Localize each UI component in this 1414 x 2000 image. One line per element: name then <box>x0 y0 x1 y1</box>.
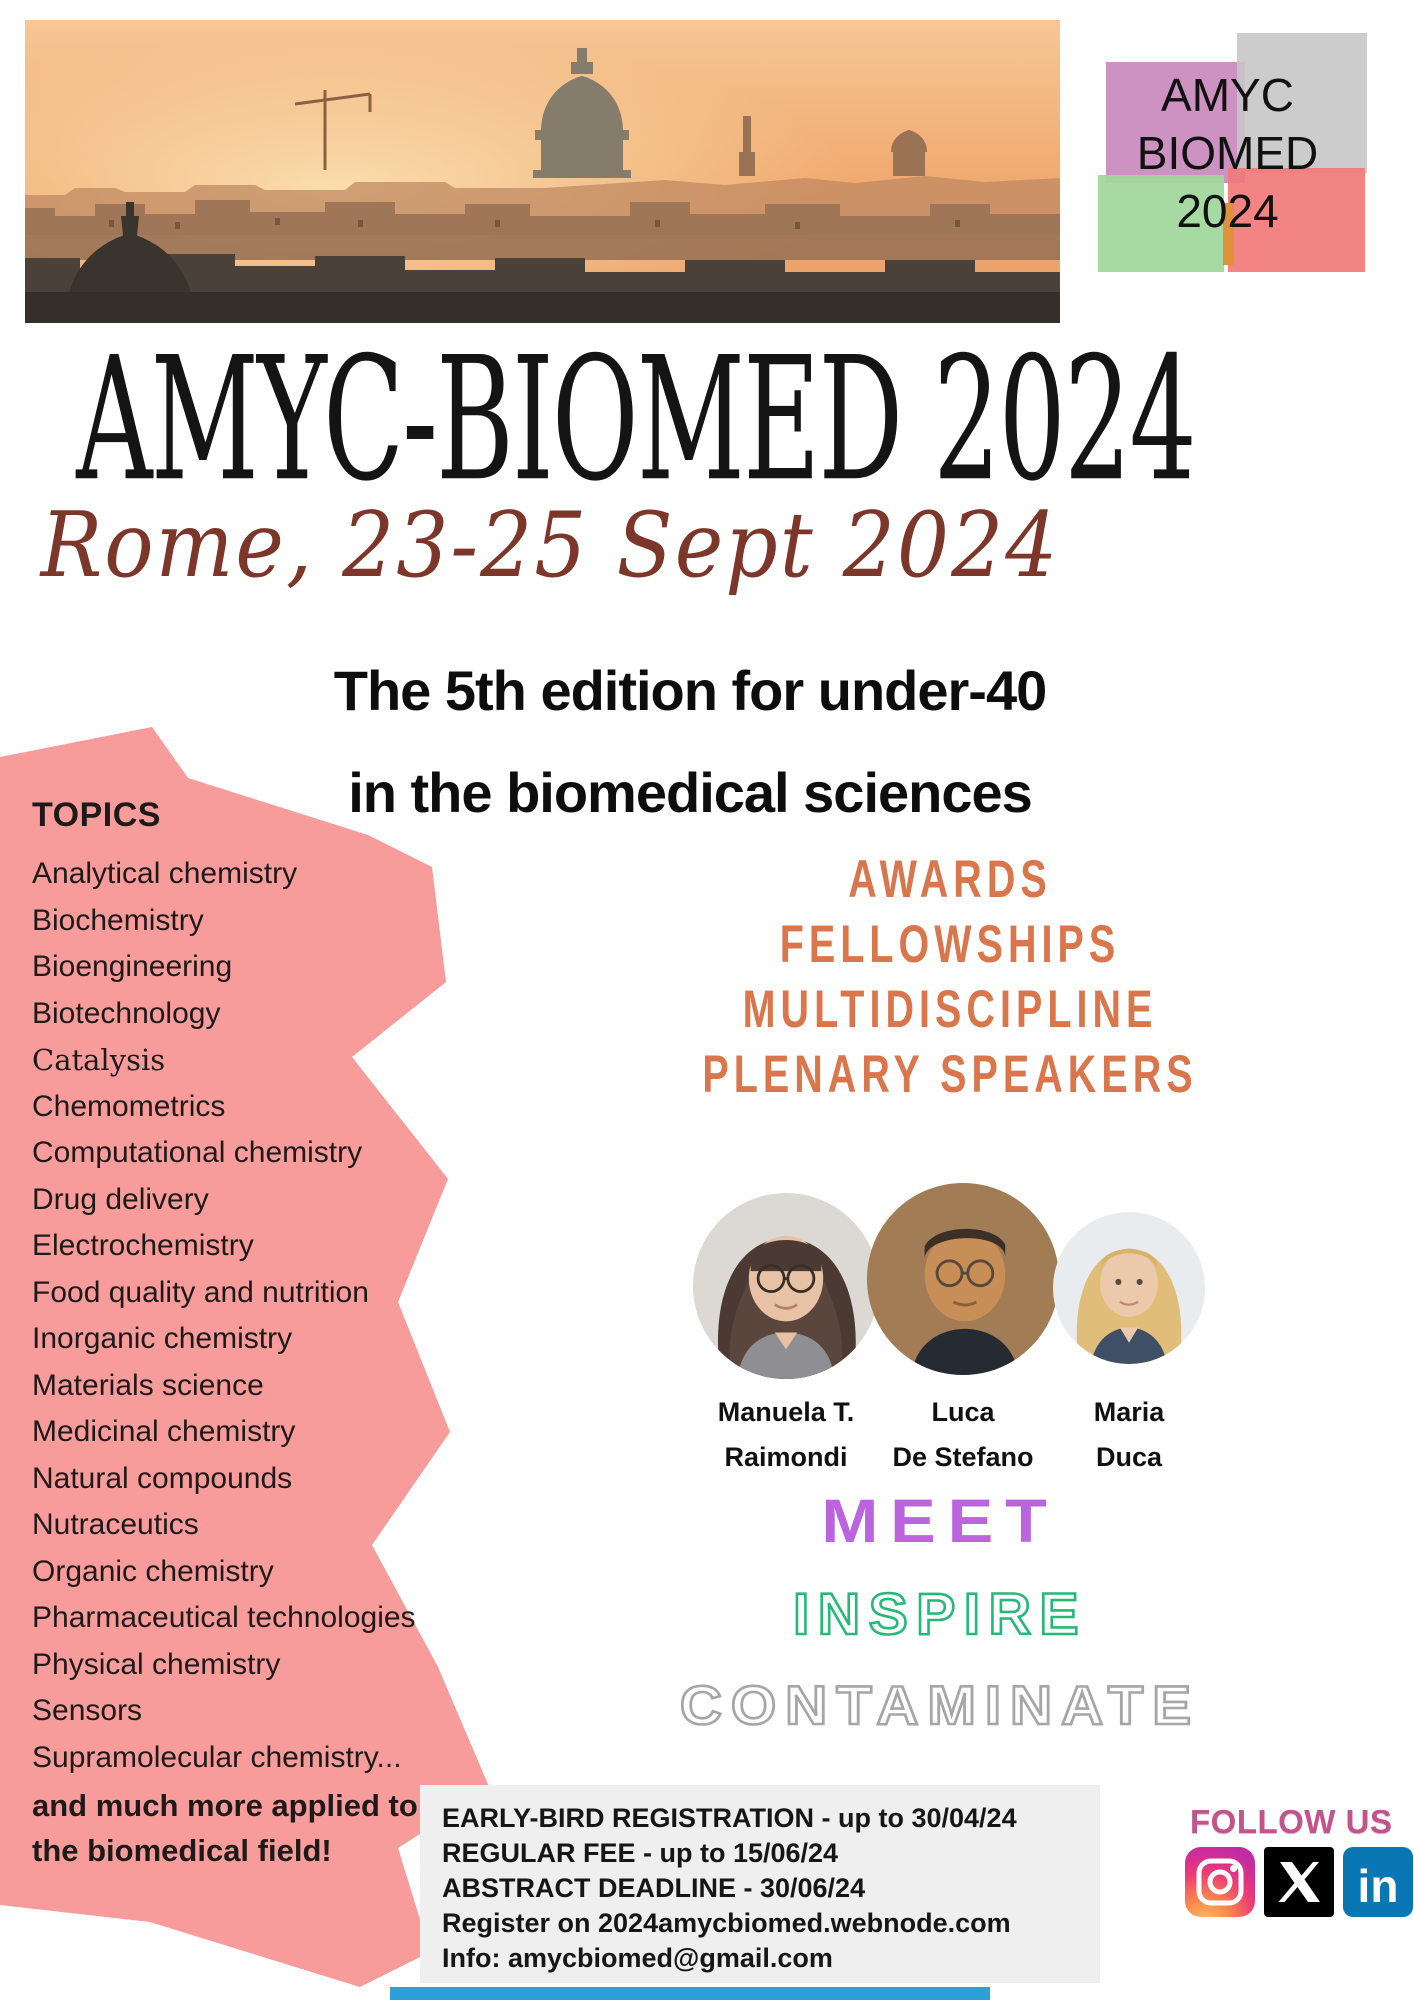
linkedin-icon[interactable]: in <box>1343 1847 1413 1917</box>
topic-item: Chemometrics <box>32 1089 226 1123</box>
topic-item: Food quality and nutrition <box>32 1275 369 1309</box>
avatar-de-stefano <box>867 1183 1059 1375</box>
rome-skyline-illustration <box>25 20 1060 323</box>
date-location: Rome, 23-25 Sept 2024 <box>40 493 1060 598</box>
topic-item: Natural compounds <box>32 1461 293 1495</box>
topic-item: Sensors <box>32 1694 143 1727</box>
speaker-name-line: Maria <box>1093 1397 1165 1427</box>
badge-text <box>1090 66 1365 240</box>
registration-info-box <box>420 1785 1100 1983</box>
regular-fee-line: REGULAR FEE - up to 15/06/24 <box>442 1838 839 1868</box>
avatar-duca <box>1053 1212 1205 1364</box>
features-list <box>600 846 1300 1106</box>
event-title: AMYC-BIOMED 2024 <box>76 322 1195 520</box>
topic-item: Physical chemistry <box>32 1647 281 1681</box>
follow-us-label: FOLLOW US <box>1190 1803 1393 1840</box>
topic-item: Supramolecular chemistry... <box>32 1740 402 1774</box>
topic-item: Biochemistry <box>32 903 204 937</box>
topics-section <box>32 796 462 1873</box>
speaker-photo-raimondi <box>693 1193 879 1379</box>
topic-item: Materials science <box>32 1368 264 1402</box>
social-icons-row <box>1185 1847 1414 1917</box>
date-location-wrap <box>0 493 1100 598</box>
feature-multidiscipline: MULTIDISCIPLINE <box>742 978 1158 1039</box>
topic-item: Bioengineering <box>32 950 233 983</box>
topics-closing <box>32 1783 462 1873</box>
abstract-deadline-line: ABSTRACT DEADLINE - 30/06/24 <box>442 1873 866 1903</box>
feature-awards: AWARDS <box>848 848 1052 909</box>
headline-line1: The 5th edition for under-40 <box>333 659 1047 722</box>
info-email-line: Info: amycbiomed@gmail.com <box>442 1943 833 1973</box>
register-url-line: Register on 2024amycbiomed.webnode.com <box>442 1908 1011 1938</box>
topic-item: Electrochemistry <box>32 1229 254 1262</box>
topic-item: Organic chemistry <box>32 1554 274 1588</box>
badge-line1: AMYC <box>1161 69 1294 121</box>
topics-closing-line1: and much more applied to <box>32 1788 418 1823</box>
topic-item: Analytical chemistry <box>32 857 298 890</box>
topic-item: Computational chemistry <box>32 1136 363 1169</box>
topic-item: Biotechnology <box>32 996 221 1030</box>
slogan-block <box>540 1488 1340 1736</box>
feature-fellowships: FELLOWSHIPS <box>779 913 1121 974</box>
x-twitter-icon[interactable] <box>1264 1847 1334 1917</box>
headline-line2: in the biomedical sciences <box>348 761 1032 824</box>
speaker-name-line: Duca <box>1095 1442 1163 1472</box>
badge-line3: 2024 <box>1176 185 1279 237</box>
speaker-name-line: Manuela T. <box>717 1397 855 1427</box>
topic-item: Drug delivery <box>32 1182 209 1216</box>
speaker-name-line: De Stefano <box>892 1442 1034 1472</box>
topic-item: Pharmaceutical technologies <box>32 1601 416 1634</box>
speaker-name-duca <box>1019 1390 1239 1480</box>
rome-skyline-photo <box>25 20 1060 323</box>
topics-closing-line2: the biomedical field! <box>32 1833 332 1868</box>
topics-heading: TOPICS <box>32 796 161 834</box>
badge-line2: BIOMED <box>1136 127 1319 179</box>
speaker-photo-de-stefano <box>867 1183 1059 1375</box>
topic-item: Nutraceutics <box>32 1508 199 1541</box>
slogan-meet: MEET <box>821 1487 1059 1556</box>
instagram-icon[interactable] <box>1185 1847 1255 1917</box>
speaker-name-line: Raimondi <box>724 1442 848 1472</box>
speaker-photo-duca <box>1053 1212 1205 1364</box>
avatar-raimondi <box>693 1193 879 1379</box>
topic-item: Inorganic chemistry <box>32 1322 293 1355</box>
slogan-contaminate: CONTAMINATE <box>679 1675 1201 1737</box>
title-wrap <box>0 322 1195 520</box>
topic-item: Medicinal chemistry <box>32 1415 296 1448</box>
slogan-inspire: INSPIRE <box>792 1580 1088 1647</box>
amyc-badge <box>1090 25 1414 270</box>
topics-list <box>32 851 462 1781</box>
topic-item: Catalysis <box>32 1043 166 1077</box>
feature-plenary-speakers: PLENARY SPEAKERS <box>702 1043 1198 1104</box>
early-bird-line: EARLY-BIRD REGISTRATION - up to 30/04/24 <box>442 1803 1017 1833</box>
bottom-accent-bar <box>390 1987 990 2000</box>
speaker-name-line: Luca <box>931 1397 995 1427</box>
